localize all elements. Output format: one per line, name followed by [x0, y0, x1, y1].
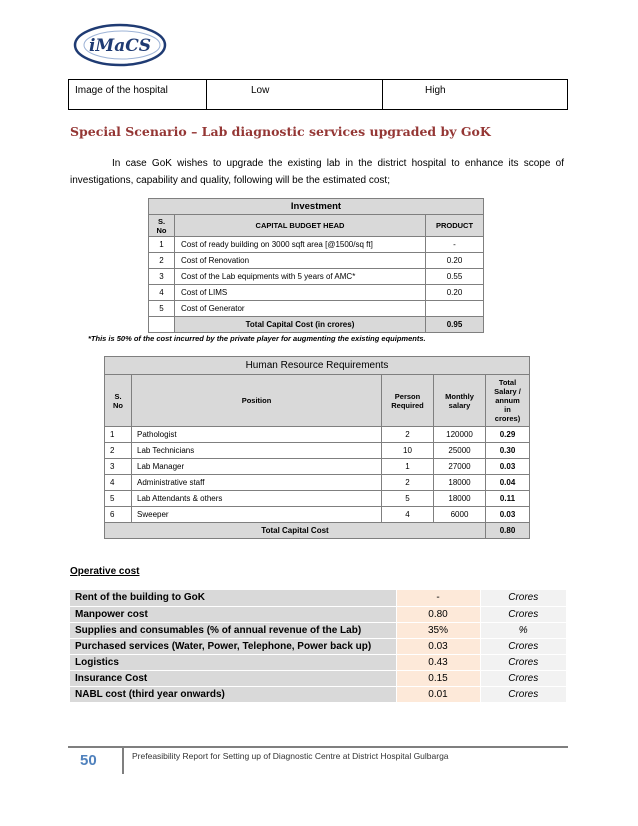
cell-product	[426, 301, 484, 317]
cell-value: 0.15	[396, 670, 480, 686]
footer-text: Prefeasibility Report for Setting up of Diagnostic Centre at District Hospital Gulbarga	[132, 751, 449, 761]
table-row	[105, 443, 530, 459]
table-row	[149, 285, 484, 301]
table-row	[149, 253, 484, 269]
cell-total: 0.04	[486, 475, 530, 491]
cell-required: 4	[382, 507, 434, 523]
table-row	[70, 638, 566, 654]
cell-label: NABL cost (third year onwards)	[70, 686, 396, 702]
cell-head: Cost of ready building on 3000 sqft area [@1500/sq ft]	[175, 237, 426, 253]
cell-position: Administrative staff	[132, 475, 382, 491]
page-number: 50	[80, 752, 97, 769]
cell-label: Manpower cost	[70, 606, 396, 622]
cell-required: 2	[382, 427, 434, 443]
operative-cost-table	[70, 590, 566, 703]
cell-sno: 6	[105, 507, 132, 523]
cell-product: 0.55	[426, 269, 484, 285]
cell-required: 2	[382, 475, 434, 491]
footer-divider	[68, 746, 568, 748]
header-head: CAPITAL BUDGET HEAD	[175, 215, 426, 237]
cell-product: 0.20	[426, 253, 484, 269]
table-row	[149, 237, 484, 253]
table-row	[105, 507, 530, 523]
cell-value: 0.03	[396, 638, 480, 654]
cell-salary: 120000	[434, 427, 486, 443]
cell-position: Lab Manager	[132, 459, 382, 475]
section-title: Special Scenario – Lab diagnostic services upgraded by GoK	[70, 124, 491, 139]
total-label: Total Capital Cost	[105, 523, 486, 539]
table-row	[70, 606, 566, 622]
cell-product: -	[426, 237, 484, 253]
cell-sno: 5	[105, 491, 132, 507]
investment-footnote: *This is 50% of the cost incurred by the private player for augmenting the existing equipments.	[88, 334, 426, 343]
cell-sno: 2	[149, 253, 175, 269]
cell-unit: Crores	[480, 606, 566, 622]
header-product: PRODUCT	[426, 215, 484, 237]
cell-salary: 18000	[434, 491, 486, 507]
cell-total: 0.11	[486, 491, 530, 507]
cell-position: Sweeper	[132, 507, 382, 523]
header-salary: Monthly salary	[434, 375, 486, 427]
imacs-logo	[72, 18, 168, 72]
cell-sno: 1	[149, 237, 175, 253]
hospital-image-row	[68, 79, 568, 110]
hr-caption: Human Resource Requirements	[105, 357, 530, 375]
cell-label: Rent of the building to GoK	[70, 590, 396, 606]
table-row	[70, 622, 566, 638]
cell-head: Cost of Generator	[175, 301, 426, 317]
total-value: 0.80	[486, 523, 530, 539]
cell-unit: Crores	[480, 686, 566, 702]
cell-head: Cost of the Lab equipments with 5 years of AMC*	[175, 269, 426, 285]
cell-value: 35%	[396, 622, 480, 638]
footer-vertical-divider	[122, 748, 124, 774]
header-sno: S. No	[149, 215, 175, 237]
table-row	[70, 654, 566, 670]
cell-total: 0.03	[486, 459, 530, 475]
cell-value: 0.80	[396, 606, 480, 622]
total-label: Total Capital Cost (in crores)	[175, 317, 426, 333]
cell-sno: 4	[149, 285, 175, 301]
top-cell-high: High	[383, 80, 568, 110]
cell-required: 10	[382, 443, 434, 459]
cell-sno: 5	[149, 301, 175, 317]
cell-total: 0.29	[486, 427, 530, 443]
table-row	[70, 670, 566, 686]
operative-cost-heading: Operative cost	[70, 566, 140, 577]
cell-label: Purchased services (Water, Power, Telephone, Power back up)	[70, 638, 396, 654]
cell-head: Cost of LIMS	[175, 285, 426, 301]
cell-label: Insurance Cost	[70, 670, 396, 686]
cell-sno: 3	[149, 269, 175, 285]
investment-caption: Investment	[149, 199, 484, 215]
cell-unit: Crores	[480, 638, 566, 654]
cell-required: 5	[382, 491, 434, 507]
cell-unit: Crores	[480, 654, 566, 670]
header-total: Total Salary / annum in crores)	[486, 375, 530, 427]
intro-paragraph: In case GoK wishes to upgrade the existing lab in the district hospital to enhance its scope of investigations, capability and quality, following will be the estimated cost;	[70, 158, 564, 186]
header-position: Position	[132, 375, 382, 427]
cell-value: 0.01	[396, 686, 480, 702]
cell-value: 0.43	[396, 654, 480, 670]
table-row	[149, 301, 484, 317]
investment-table	[148, 198, 484, 333]
cell-total: 0.03	[486, 507, 530, 523]
table-row	[105, 475, 530, 491]
hr-total-row	[105, 523, 530, 539]
top-cell-label: Image of the hospital	[69, 80, 207, 110]
cell-product: 0.20	[426, 285, 484, 301]
table-row	[70, 686, 566, 702]
hr-requirements-table	[104, 356, 530, 539]
cell-value: -	[396, 590, 480, 606]
cell-label: Logistics	[70, 654, 396, 670]
cell-label: Supplies and consumables (% of annual revenue of the Lab)	[70, 622, 396, 638]
table-row	[149, 269, 484, 285]
investment-header-row	[149, 215, 484, 237]
cell-salary: 27000	[434, 459, 486, 475]
cell-sno: 2	[105, 443, 132, 459]
cell-required: 1	[382, 459, 434, 475]
cell-total: 0.30	[486, 443, 530, 459]
hr-header-row	[105, 375, 530, 427]
svg-text:iMaCS: iMaCS	[88, 36, 152, 56]
investment-total-row	[149, 317, 484, 333]
header-sno: S. No	[105, 375, 132, 427]
table-row	[105, 491, 530, 507]
top-cell-low: Low	[207, 80, 383, 110]
table-row	[105, 427, 530, 443]
cell-unit: Crores	[480, 670, 566, 686]
cell-salary: 6000	[434, 507, 486, 523]
cell-head: Cost of Renovation	[175, 253, 426, 269]
cell-position: Pathologist	[132, 427, 382, 443]
cell-unit: %	[480, 622, 566, 638]
total-value: 0.95	[426, 317, 484, 333]
cell-unit: Crores	[480, 590, 566, 606]
cell-position: Lab Technicians	[132, 443, 382, 459]
cell-sno: 3	[105, 459, 132, 475]
header-required: Person Required	[382, 375, 434, 427]
table-row	[105, 459, 530, 475]
cell-salary: 18000	[434, 475, 486, 491]
table-row	[70, 590, 566, 606]
cell-sno: 4	[105, 475, 132, 491]
cell-salary: 25000	[434, 443, 486, 459]
cell-sno: 1	[105, 427, 132, 443]
cell-position: Lab Attendants & others	[132, 491, 382, 507]
